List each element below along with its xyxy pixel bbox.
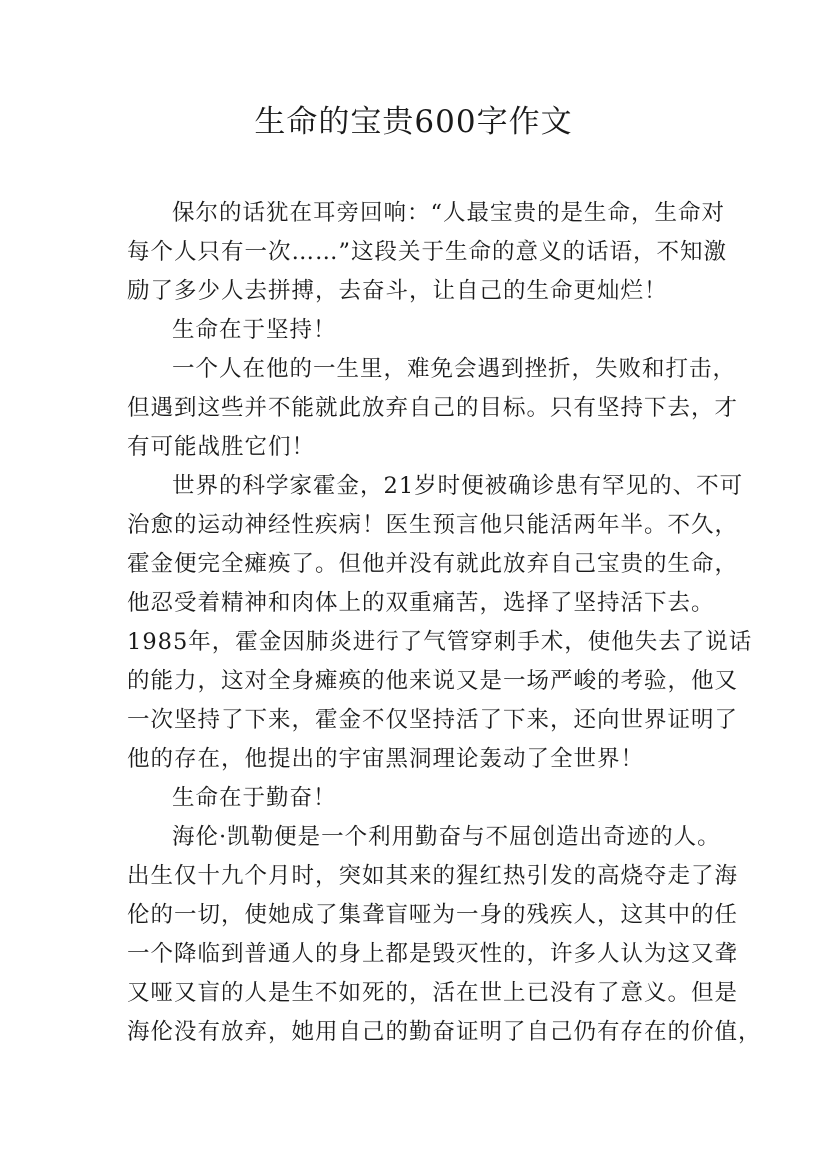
text-line: 保尔的话犹在耳旁回响：“人最宝贵的是生命，生命对 <box>172 200 726 226</box>
text-line: 伦的一切，使她成了集聋盲哑为一身的残疾人，这其中的任 <box>127 902 739 928</box>
section-heading: 生命在于勤奋！ <box>172 785 337 811</box>
text-line: 一个人在他的一生里，难免会遇到挫折，失败和打击， <box>172 356 737 382</box>
text-line: 但遇到这些并不能就此放弃自己的目标。只有坚持下去，才 <box>127 395 739 421</box>
section-heading: 生命在于坚持！ <box>172 317 337 343</box>
text-line: 治愈的运动神经性疾病！医生预言他只能活两年半。不久， <box>127 512 739 538</box>
text-line: 出生仅十九个月时，突如其来的猩红热引发的高烧夺走了海 <box>127 863 739 889</box>
text-line: 世界的科学家霍金，21岁时便被确诊患有罕见的、不可 <box>172 473 744 499</box>
text-line: 海伦·凯勒便是一个利用勤奋与不屈创造出奇迹的人。 <box>172 824 721 850</box>
text-line: 励了多少人去拼搏，去奋斗，让自己的生命更灿烂！ <box>127 278 668 304</box>
text-line: 又哑又盲的人是生不如死的，活在世上已没有了意义。但是 <box>127 980 739 1006</box>
text-line: 海伦没有放弃，她用自己的勤奋证明了自己仍有存在的价值， <box>127 1019 762 1045</box>
text-line: 每个人只有一次……”这段关于生命的意义的话语，不知激 <box>127 239 728 265</box>
text-line: 的能力，这对全身瘫痪的他来说又是一场严峻的考验，他又 <box>127 668 739 694</box>
text-line: 霍金便完全瘫痪了。但他并没有就此放弃自己宝贵的生命， <box>127 551 739 577</box>
document-title: 生命的宝贵600字作文 <box>254 104 573 140</box>
text-line: 1985年，霍金因肺炎进行了气管穿刺手术，使他失去了说话 <box>127 629 753 655</box>
text-line: 一次坚持了下来，霍金不仅坚持活了下来，还向世界证明了 <box>127 707 739 733</box>
text-line: 有可能战胜它们！ <box>127 434 316 460</box>
text-line: 他忍受着精神和肉体上的双重痛苦，选择了坚持活下去。 <box>127 590 715 616</box>
text-line: 一个降临到普通人的身上都是毁灭性的，许多人认为这又聋 <box>127 941 739 967</box>
text-line: 他的存在，他提出的宇宙黑洞理论轰动了全世界！ <box>127 746 645 772</box>
